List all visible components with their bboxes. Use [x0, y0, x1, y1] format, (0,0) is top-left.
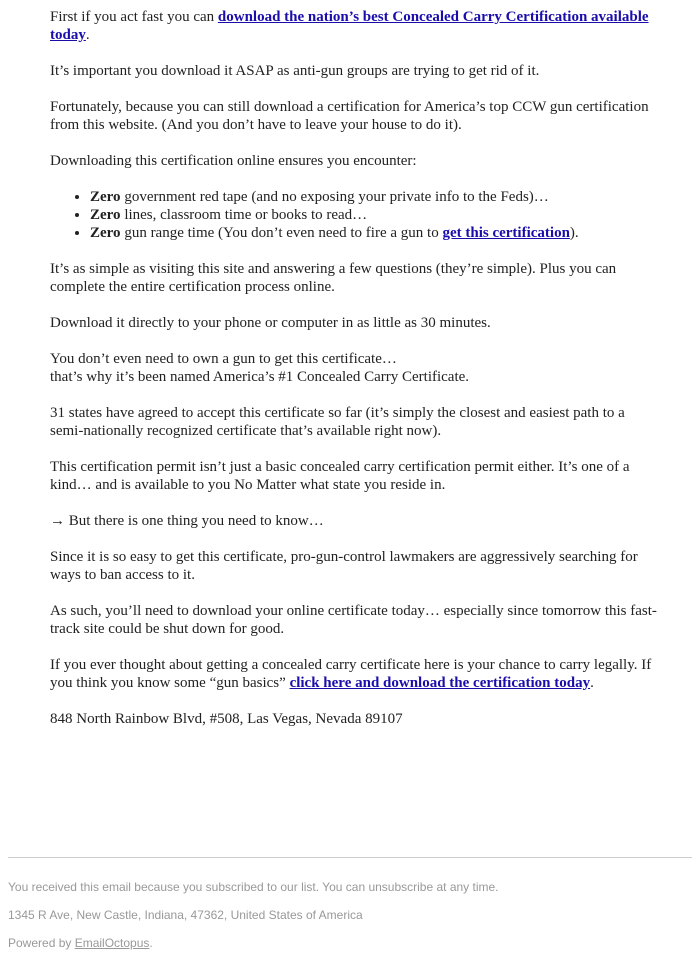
benefits-list	[50, 188, 660, 242]
bullet-bold: Zero	[90, 189, 121, 205]
email-body	[50, 0, 660, 746]
fortunately-paragraph: Fortunately, because you can still download a certification for America’s top CCW gun certification from this website. (And you don’t have to leave your house to do it).	[50, 99, 649, 133]
subscription-notice: You received this email because you subscribed to our list. You can unsubscribe at any time.	[8, 880, 499, 894]
powered-by	[8, 936, 692, 950]
powered-by-prefix: Powered by	[8, 936, 75, 950]
bullet-text: government red tape (and no exposing your private info to the Feds)…	[120, 189, 549, 205]
intro-text: First if you act fast you can	[50, 9, 218, 25]
simple-paragraph: It’s as simple as visiting this site and answering a few questions (they’re simple). Plus you can complete the entire certification process online.	[50, 261, 617, 295]
list-item	[90, 224, 660, 242]
one-of-a-kind-paragraph: This certification permit isn’t just a basic concealed carry certification permit either. It’s one of a kind… and is available to you No Matter what state you reside in.	[50, 459, 630, 493]
intro-end: .	[85, 27, 90, 43]
bullet-text: lines, classroom time or books to read…	[120, 207, 368, 223]
intro-paragraph	[50, 8, 660, 44]
download-time-paragraph: Download it directly to your phone or computer in as little as 30 minutes.	[50, 315, 491, 331]
footer-address: 1345 R Ave, New Castle, Indiana, 47362, United States of America	[8, 908, 363, 922]
ensures-paragraph: Downloading this certification online ensures you encounter:	[50, 153, 417, 169]
bullet-end: ).	[569, 225, 579, 241]
no-gun-paragraph	[50, 350, 660, 386]
bullet-text: gun range time (You don’t even need to fire a gun to	[120, 225, 443, 241]
asap-paragraph: It’s important you download it ASAP as anti-gun groups are trying to get rid of it.	[50, 63, 540, 79]
list-item	[90, 188, 660, 206]
download-today-paragraph: As such, you’ll need to download your online certificate today… especially since tomorrow this fast-track site could be shut down for good.	[50, 603, 657, 637]
click-here-download-link[interactable]: click here and download the certification today	[289, 675, 591, 691]
email-footer	[8, 857, 692, 950]
states-paragraph: 31 states have agreed to accept this certificate so far (it’s simply the closest and easiest path to a semi-nationally recognized certificate that’s available right now).	[50, 405, 625, 439]
one-thing-paragraph: → But there is one thing you need to know…	[50, 513, 324, 529]
lawmakers-paragraph: Since it is so easy to get this certificate, pro-gun-control lawmakers are aggressively searching for ways to ban access to it.	[50, 549, 638, 583]
powered-by-end: .	[149, 936, 153, 950]
sender-address: 848 North Rainbow Blvd, #508, Las Vegas, Nevada 89107	[50, 711, 403, 727]
no-gun-line2: that’s why it’s been named America’s #1 Concealed Carry Certificate.	[50, 369, 470, 385]
download-certification-link[interactable]: download the nation’s best Concealed Carry Certification available today	[50, 9, 649, 43]
list-item	[90, 206, 660, 224]
emailoctopus-link[interactable]: EmailOctopus	[74, 936, 150, 950]
bullet-bold: Zero	[90, 207, 121, 223]
chance-paragraph	[50, 656, 660, 692]
chance-text: If you ever thought about getting a concealed carry certificate here is your chance to carry legally. If you think you know some “gun basics”	[50, 657, 652, 691]
chance-end: .	[590, 675, 594, 691]
bullet-bold: Zero	[90, 225, 121, 241]
get-certification-link[interactable]: get this certification	[442, 225, 570, 241]
no-gun-line1: You don’t even need to own a gun to get this certificate…	[50, 351, 397, 367]
